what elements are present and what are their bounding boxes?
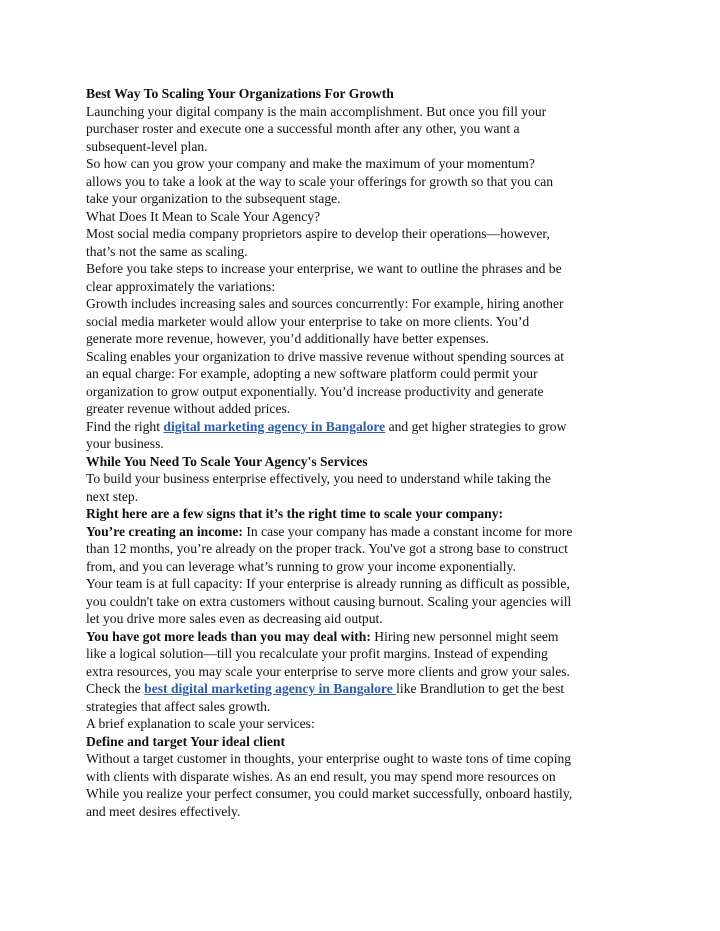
sign-text: In case your company has made a constant income for more	[242, 523, 573, 539]
paragraph-line: next step.	[86, 488, 139, 504]
paragraph-line: While you realize your perfect consumer, you could market successfully, onboard hastily,	[86, 786, 573, 801]
section-heading: While You Need To Scale Your Agency's Services	[86, 453, 368, 469]
paragraph-line: greater revenue without added prices.	[86, 401, 291, 416]
paragraph-line: generate more revenue, however, you’d additionally have better expenses.	[86, 331, 489, 346]
paragraph-line: strategies that affect sales growth.	[86, 698, 271, 714]
paragraph-line: purchaser roster and execute one a successful month after any other, you want a	[86, 121, 520, 136]
sign-line	[86, 628, 642, 646]
paragraph-line: and meet desires effectively.	[86, 803, 241, 819]
paragraph-line: you couldn't take on extra customers without causing burnout. Scaling your agencies will	[86, 593, 572, 609]
sign-label: You’re creating an income:	[86, 523, 243, 539]
paragraph-line: A brief explanation to scale your services:	[86, 716, 315, 731]
link-suffix-text: like Brandlution to get the best	[396, 681, 565, 696]
paragraph-line-with-link	[86, 680, 642, 698]
section-heading: Right here are a few signs that it’s the right time to scale your company:	[86, 506, 504, 521]
paragraph-line: than 12 months, you’re already on the proper track. You've got a strong base to construct	[86, 541, 568, 556]
paragraph-line: Your team is at full capacity: If your enterprise is already running as difficult as possible,	[86, 576, 570, 591]
section-heading: Define and target Your ideal client	[86, 733, 285, 749]
document-body	[86, 85, 642, 820]
digital-marketing-agency-link[interactable]: digital marketing agency in Bangalore	[163, 418, 386, 434]
sign-label: You have got more leads than you may deal with:	[86, 628, 371, 644]
paragraph-line: organization to grow output exponentially. You’d increase productivity and generate	[86, 383, 544, 399]
document-title: Best Way To Scaling Your Organizations For Growth	[86, 86, 394, 101]
paragraph-line: clear approximately the variations:	[86, 278, 276, 294]
paragraph-line: subsequent-level plan.	[86, 138, 208, 154]
paragraph-line: like a logical solution—till you recalculate your profit margins. Instead of expending	[86, 646, 548, 661]
link-prefix-text: Check the	[86, 681, 145, 696]
sign-text: Hiring new personnel might seem	[370, 628, 559, 644]
paragraph-line: Before you take steps to increase your enterprise, we want to outline the phrases and be	[86, 261, 562, 276]
paragraph-line: that’s not the same as scaling.	[86, 243, 248, 259]
link-suffix-text: and get higher strategies to grow	[385, 418, 567, 434]
paragraph-line: Growth includes increasing sales and sources concurrently: For example, hiring another	[86, 296, 564, 311]
paragraph-line: let you drive more sales even as decreasing aid output.	[86, 611, 383, 626]
paragraph-line: Without a target customer in thoughts, your enterprise ought to waste tons of time coping	[86, 751, 572, 766]
paragraph-line: your business.	[86, 436, 164, 451]
paragraph-line: social media marketer would allow your enterprise to take on more clients. You’d	[86, 313, 530, 329]
paragraph-line: an equal charge: For example, adopting a new software platform could permit your	[86, 366, 538, 381]
paragraph-line: allows you to take a look at the way to scale your offerings for growth so that you can	[86, 173, 554, 189]
best-digital-marketing-agency-link[interactable]: best digital marketing agency in Bangalore	[144, 681, 397, 696]
paragraph-line: from, and you can leverage what’s running to grow your income exponentially.	[86, 558, 516, 574]
sign-line	[86, 523, 642, 541]
paragraph-line: Launching your digital company is the main accomplishment. But once you fill your	[86, 103, 547, 119]
link-prefix-text: Find the right	[86, 418, 164, 434]
question-line: What Does It Mean to Scale Your Agency?	[86, 208, 321, 224]
paragraph-line: To build your business enterprise effectively, you need to understand while taking the	[86, 471, 551, 486]
paragraph-line: So how can you grow your company and make the maximum of your momentum?	[86, 156, 535, 171]
paragraph-line-with-link	[86, 418, 642, 436]
paragraph-line: with clients with disparate wishes. As an end result, you may spend more resources on	[86, 768, 556, 784]
paragraph-line: Most social media company proprietors aspire to develop their operations—however,	[86, 226, 550, 241]
paragraph-line: take your organization to the subsequent stage.	[86, 191, 341, 206]
paragraph-line: Scaling enables your organization to drive massive revenue without spending sources at	[86, 348, 565, 364]
paragraph-line: extra resources, you may scale your enterprise to serve more clients and grow your sales.	[86, 663, 570, 679]
